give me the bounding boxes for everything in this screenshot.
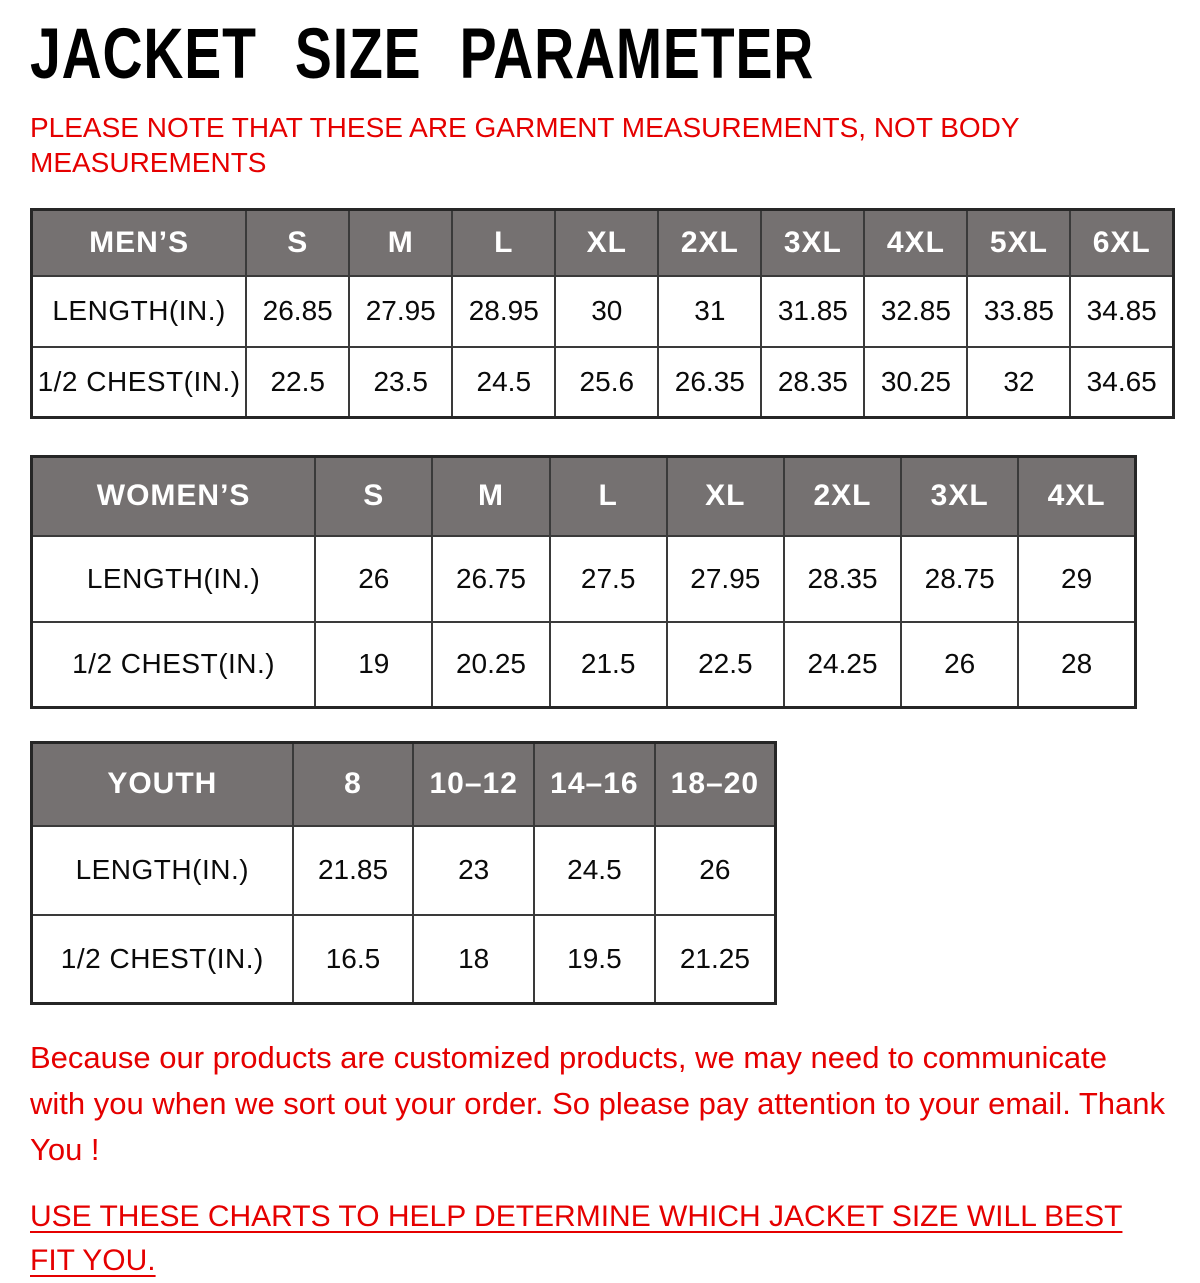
- measurement-cell: 28.75: [901, 536, 1018, 622]
- size-column-header: S: [315, 457, 432, 536]
- mens-table-title: MEN’S: [32, 210, 247, 276]
- measurement-cell: 23.5: [349, 347, 452, 418]
- measurement-cell: 27.95: [667, 536, 784, 622]
- row-label: LENGTH(IN.): [32, 536, 316, 622]
- size-chart-page: [0, 13, 1200, 1283]
- measurement-cell: 28.95: [452, 276, 555, 347]
- measurement-cell: 21.85: [293, 826, 414, 915]
- measurement-cell: 29: [1018, 536, 1135, 622]
- measurement-cell: 34.65: [1070, 347, 1173, 418]
- measurement-cell: 33.85: [967, 276, 1070, 347]
- mens-size-table: [30, 208, 1175, 419]
- measurement-cell: 34.85: [1070, 276, 1173, 347]
- womens-table-title: WOMEN’S: [32, 457, 316, 536]
- row-label: LENGTH(IN.): [32, 826, 293, 915]
- measurement-cell: 28: [1018, 622, 1135, 708]
- youth-table-body: [32, 826, 776, 1004]
- mens-table-header: [32, 210, 1174, 276]
- row-label: LENGTH(IN.): [32, 276, 247, 347]
- measurement-cell: 31: [658, 276, 761, 347]
- size-column-header: M: [349, 210, 452, 276]
- measurement-cell: 23: [413, 826, 534, 915]
- size-column-header: 14–16: [534, 743, 655, 826]
- measurement-row: [32, 536, 1136, 622]
- youth-table-title: YOUTH: [32, 743, 293, 826]
- measurement-cell: 24.25: [784, 622, 901, 708]
- measurement-cell: 32.85: [864, 276, 967, 347]
- size-column-header: XL: [667, 457, 784, 536]
- measurement-cell: 19: [315, 622, 432, 708]
- size-column-header: 4XL: [1018, 457, 1135, 536]
- mens-header-row: [32, 210, 1174, 276]
- size-column-header: 10–12: [413, 743, 534, 826]
- measurement-row: [32, 915, 776, 1004]
- size-column-header: 6XL: [1070, 210, 1173, 276]
- measurement-cell: 26.75: [432, 536, 549, 622]
- measurement-cell: 30: [555, 276, 658, 347]
- measurement-cell: 24.5: [452, 347, 555, 418]
- youth-table-header: [32, 743, 776, 826]
- measurement-cell: 30.25: [864, 347, 967, 418]
- measurement-cell: 22.5: [246, 347, 349, 418]
- row-label: 1/2 CHEST(IN.): [32, 622, 316, 708]
- row-label: 1/2 CHEST(IN.): [32, 915, 293, 1004]
- size-column-header: L: [452, 210, 555, 276]
- customization-notice: Because our products are customized products, we may need to communicate with you when we sort out your order. So please pay attention to your email. Thank You !: [30, 1040, 1166, 1167]
- size-column-header: 2XL: [658, 210, 761, 276]
- youth-header-row: [32, 743, 776, 826]
- size-column-header: 3XL: [901, 457, 1018, 536]
- mens-table-body: [32, 276, 1174, 418]
- measurement-cell: 21.5: [550, 622, 667, 708]
- measurement-cell: 26: [315, 536, 432, 622]
- measurement-cell: 32: [967, 347, 1070, 418]
- measurement-cell: 19.5: [534, 915, 655, 1004]
- womens-table-body: [32, 536, 1136, 708]
- size-column-header: L: [550, 457, 667, 536]
- measurement-cell: 26.85: [246, 276, 349, 347]
- size-column-header: M: [432, 457, 549, 536]
- size-column-header: XL: [555, 210, 658, 276]
- measurement-cell: 26.35: [658, 347, 761, 418]
- page-title: JACKET SIZE PARAMETER: [30, 13, 815, 93]
- measurement-cell: 28.35: [761, 347, 864, 418]
- measurement-row: [32, 347, 1174, 418]
- womens-table-header: [32, 457, 1136, 536]
- measurement-cell: 20.25: [432, 622, 549, 708]
- womens-header-row: [32, 457, 1136, 536]
- measurement-row: [32, 622, 1136, 708]
- measurement-row: [32, 276, 1174, 347]
- size-column-header: 8: [293, 743, 414, 826]
- measurement-cell: 26: [901, 622, 1018, 708]
- fit-guidance-note: USE THESE CHARTS TO HELP DETERMINE WHICH JACKET SIZE WILL BEST FIT YOU.: [30, 1199, 1123, 1278]
- row-label: 1/2 CHEST(IN.): [32, 347, 247, 418]
- measurement-cell: 16.5: [293, 915, 414, 1004]
- garment-measurement-note: PLEASE NOTE THAT THESE ARE GARMENT MEASUREMENTS, NOT BODY MEASUREMENTS: [30, 112, 1020, 178]
- measurement-cell: 22.5: [667, 622, 784, 708]
- measurement-cell: 18: [413, 915, 534, 1004]
- measurement-cell: 27.95: [349, 276, 452, 347]
- measurement-cell: 28.35: [784, 536, 901, 622]
- measurement-cell: 25.6: [555, 347, 658, 418]
- measurement-cell: 27.5: [550, 536, 667, 622]
- measurement-cell: 24.5: [534, 826, 655, 915]
- measurement-cell: 21.25: [655, 915, 776, 1004]
- youth-size-table: [30, 741, 777, 1005]
- size-column-header: 2XL: [784, 457, 901, 536]
- measurement-row: [32, 826, 776, 915]
- size-column-header: 5XL: [967, 210, 1070, 276]
- size-column-header: S: [246, 210, 349, 276]
- size-column-header: 3XL: [761, 210, 864, 276]
- measurement-cell: 26: [655, 826, 776, 915]
- size-column-header: 18–20: [655, 743, 776, 826]
- measurement-cell: 31.85: [761, 276, 864, 347]
- size-column-header: 4XL: [864, 210, 967, 276]
- womens-size-table: [30, 455, 1137, 709]
